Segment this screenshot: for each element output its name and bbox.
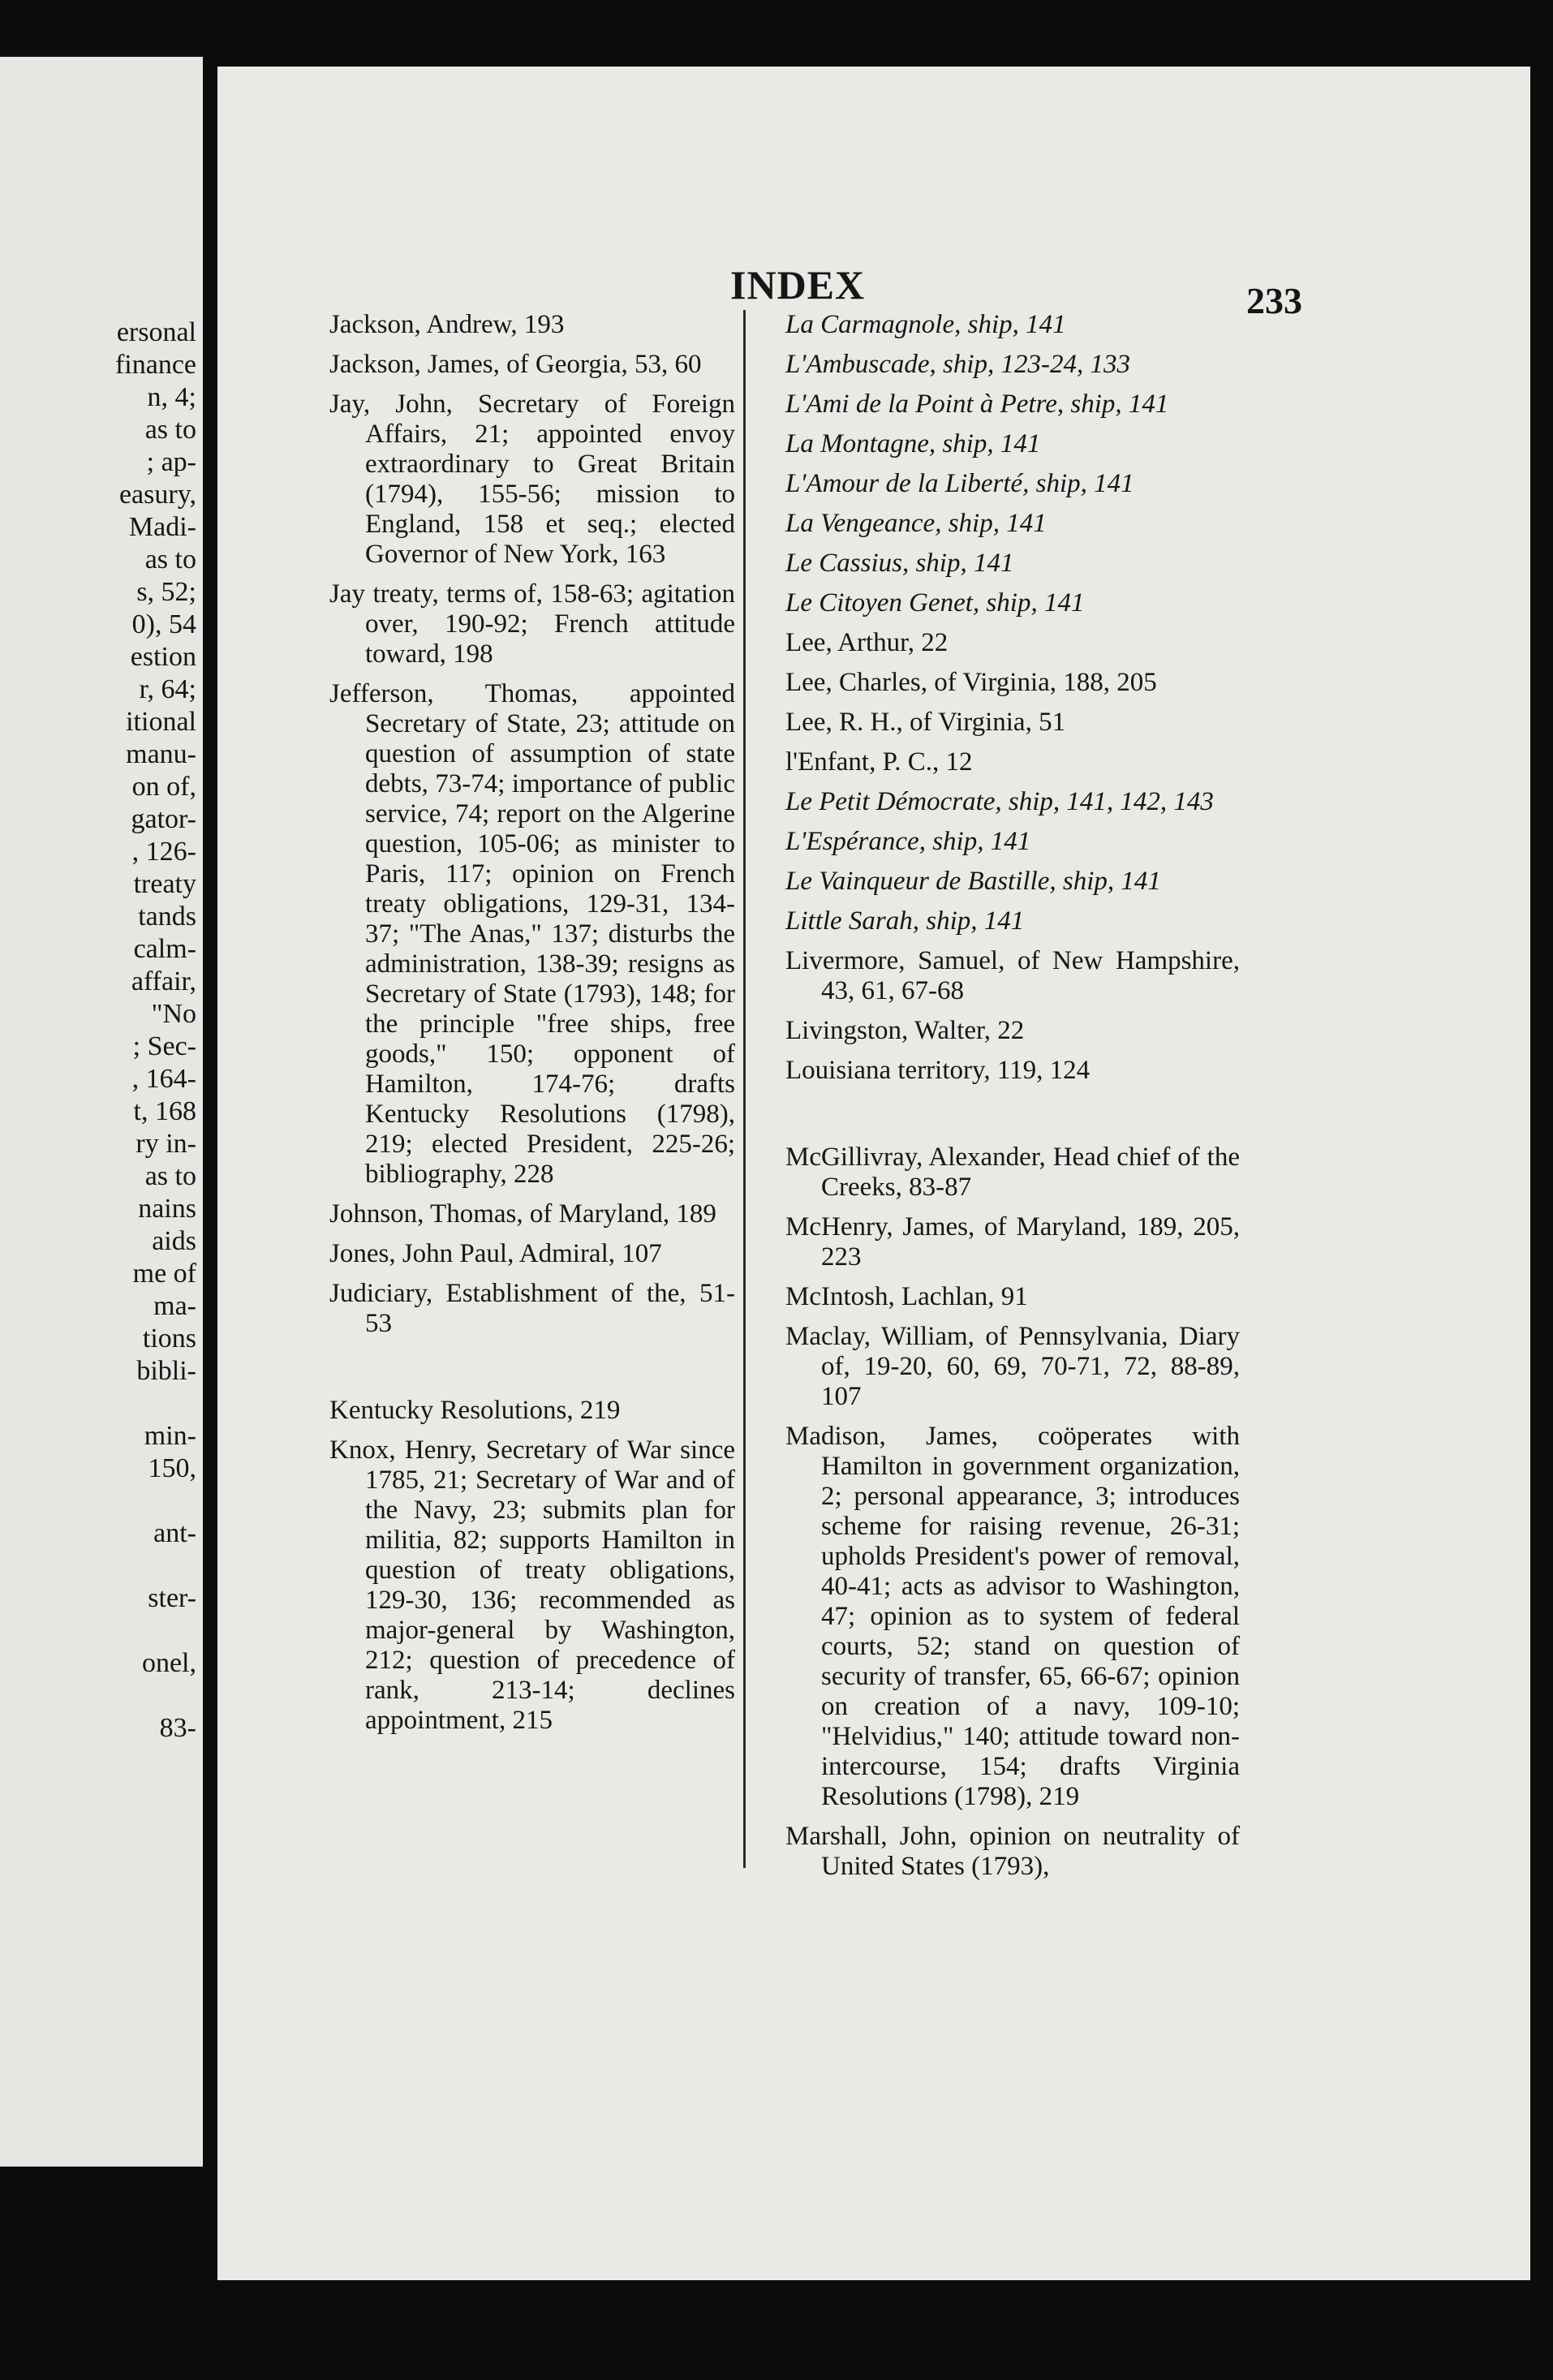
index-entry: Le Citoyen Genet, ship, 141: [785, 588, 1085, 618]
facing-page-line: "No: [151, 999, 196, 1029]
index-entry: Lee, R. H., of Virginia, 51: [785, 708, 1066, 737]
index-entry: Jackson, James, of Georgia, 53, 60: [329, 350, 702, 379]
index-entry: Livingston, Walter, 22: [785, 1016, 1025, 1045]
facing-page-line: as to: [144, 1161, 196, 1191]
index-entry: l'Enfant, P. C., 12: [785, 747, 973, 777]
index-entry: Judiciary, Establishment of the, 51-53: [329, 1279, 735, 1338]
facing-page-line: ma-: [153, 1291, 196, 1321]
index-entry: L'Amour de la Liberté, ship, 141: [785, 469, 1134, 498]
facing-page-line: manu-: [126, 739, 196, 769]
facing-page-line: finance: [114, 350, 196, 380]
facing-page-line: onel,: [141, 1648, 196, 1678]
index-entry: Maclay, William, of Pennsylvania, Diary of, 19-20, 60, 69, 70-71, 72, 88-89, 107: [785, 1322, 1240, 1411]
facing-page-line: easury,: [118, 480, 196, 510]
index-entry: Jackson, Andrew, 193: [329, 310, 565, 339]
facing-page-line: tands: [138, 902, 196, 932]
facing-page-line: treaty: [133, 869, 196, 899]
facing-page-line: t, 168: [133, 1096, 196, 1126]
facing-page-line: aids: [152, 1226, 196, 1256]
facing-page-line: itional: [126, 707, 196, 737]
index-entry: L'Espérance, ship, 141: [785, 827, 1031, 856]
column-divider: [743, 310, 746, 1868]
index-entry: La Vengeance, ship, 141: [785, 509, 1047, 538]
facing-page-line: gator-: [131, 804, 196, 834]
facing-page-line: ; Sec-: [132, 1031, 196, 1061]
facing-page-line: ry in-: [136, 1129, 196, 1159]
index-entry: Madison, James, coöperates with Hamilton in government organization, 2; personal appearance, 3; introduces scheme for raising revenue, 26-31; upholds President's power of removal, 40-41; acts as advisor to Washington, 47; opinion as to system of federal courts, 52; stand on question of security of transfer, 65, 66-67; opinion on creation of a navy, 109-10; "Helvidius," 140; attitude toward non-intercourse, 154; drafts Virginia Resolutions (1798), 219: [785, 1422, 1240, 1811]
facing-page-line: s, 52;: [136, 577, 196, 607]
page-number: 233: [1246, 280, 1302, 321]
index-entry: McIntosh, Lachlan, 91: [785, 1282, 1028, 1311]
index-entry: L'Ambuscade, ship, 123-24, 133: [785, 350, 1131, 379]
facing-page-line: bibli-: [136, 1356, 196, 1386]
index-entry: Little Sarah, ship, 141: [785, 906, 1025, 936]
facing-page-line: as to: [144, 415, 196, 445]
index-column-right: [785, 310, 1240, 1892]
index-entry: McHenry, James, of Maryland, 189, 205, 223: [785, 1212, 1240, 1272]
index-entry: Le Petit Démocrate, ship, 141, 142, 143: [785, 787, 1214, 816]
index-entry: Marshall, John, opinion on neutrality of United States (1793),: [785, 1822, 1240, 1881]
index-entry: Lee, Charles, of Virginia, 188, 205: [785, 668, 1157, 697]
facing-page-line: n, 4;: [147, 382, 196, 412]
index-entry: Louisiana territory, 119, 124: [785, 1056, 1091, 1085]
index-entry: Livermore, Samuel, of New Hampshire, 43, 61, 67-68: [785, 946, 1240, 1005]
index-entry: Jones, John Paul, Admiral, 107: [329, 1239, 662, 1268]
facing-page-line: Madi-: [128, 512, 196, 542]
facing-page-line: 0), 54: [131, 609, 196, 639]
facing-page-line: affair,: [131, 966, 196, 996]
facing-page-fragment: [0, 57, 203, 2167]
index-entry: Le Cassius, ship, 141: [785, 549, 1014, 578]
index-column-left: [329, 310, 735, 1745]
index-entry: La Carmagnole, ship, 141: [785, 310, 1066, 339]
index-entry: Jay treaty, terms of, 158-63; agitation over, 190-92; French attitude toward, 198: [329, 579, 735, 669]
facing-page-line: , 126-: [131, 837, 196, 867]
index-entry: McGillivray, Alexander, Head chief of the Creeks, 83-87: [785, 1143, 1240, 1202]
index-entry: L'Ami de la Point à Petre, ship, 141: [785, 389, 1169, 419]
facing-page-line: nains: [138, 1194, 196, 1224]
index-entry: Le Vainqueur de Bastille, ship, 141: [785, 867, 1161, 896]
facing-page-line: ; ap-: [146, 447, 196, 477]
facing-page-line: min-: [144, 1421, 196, 1451]
index-entry: La Montagne, ship, 141: [785, 429, 1041, 458]
facing-page-line: , 164-: [131, 1064, 196, 1094]
facing-page-line: ant-: [153, 1518, 196, 1548]
facing-page-line: me of: [132, 1259, 196, 1289]
page-title: INDEX: [730, 262, 866, 308]
facing-page-line: 150,: [148, 1453, 196, 1483]
index-entry: Lee, Arthur, 22: [785, 628, 949, 657]
facing-page-line: estion: [130, 642, 196, 672]
index-entry: Kentucky Resolutions, 219: [329, 1396, 621, 1425]
facing-page-line: tions: [142, 1323, 196, 1354]
facing-page-line: on of,: [131, 772, 196, 802]
index-entry: Jay, John, Secretary of Foreign Affairs, 21; appointed envoy extraordinary to Great Britain (1794), 155-56; mission to England, 158 et seq.; elected Governor of New York, 163: [329, 389, 735, 569]
index-entry: Jefferson, Thomas, appointed Secretary of State, 23; attitude on question of assumption of state debts, 73-74; importance of public service, 74; report on the Algerine question, 105-06; as minister to Paris, 117; opinion on French treaty obligations, 129-31, 134-37; "The Anas," 137; disturbs the administration, 138-39; resigns as Secretary of State (1793), 148; for the principle "free ships, free goods," 150; opponent of Hamilton, 174-76; drafts Kentucky Resolutions (1798), 219; elected President, 225-26; bibliography, 228: [329, 679, 735, 1189]
facing-page-line: calm-: [133, 934, 196, 964]
facing-page-line: 83-: [159, 1713, 196, 1743]
facing-page-line: ersonal: [116, 317, 196, 347]
index-page: [217, 67, 1530, 2280]
facing-page-line: r, 64;: [139, 674, 196, 704]
facing-page-line: as to: [144, 544, 196, 575]
index-entry: Knox, Henry, Secretary of War since 1785, 21; Secretary of War and of the Navy, 23; submits plan for militia, 82; supports Hamilton in question of treaty obligations, 129-30, 136; recommended as major-general by Washington, 212; question of precedence of rank, 213-14; declines appointment, 215: [329, 1435, 735, 1735]
index-entry: Johnson, Thomas, of Maryland, 189: [329, 1199, 716, 1229]
facing-page-line: ster-: [148, 1583, 196, 1613]
